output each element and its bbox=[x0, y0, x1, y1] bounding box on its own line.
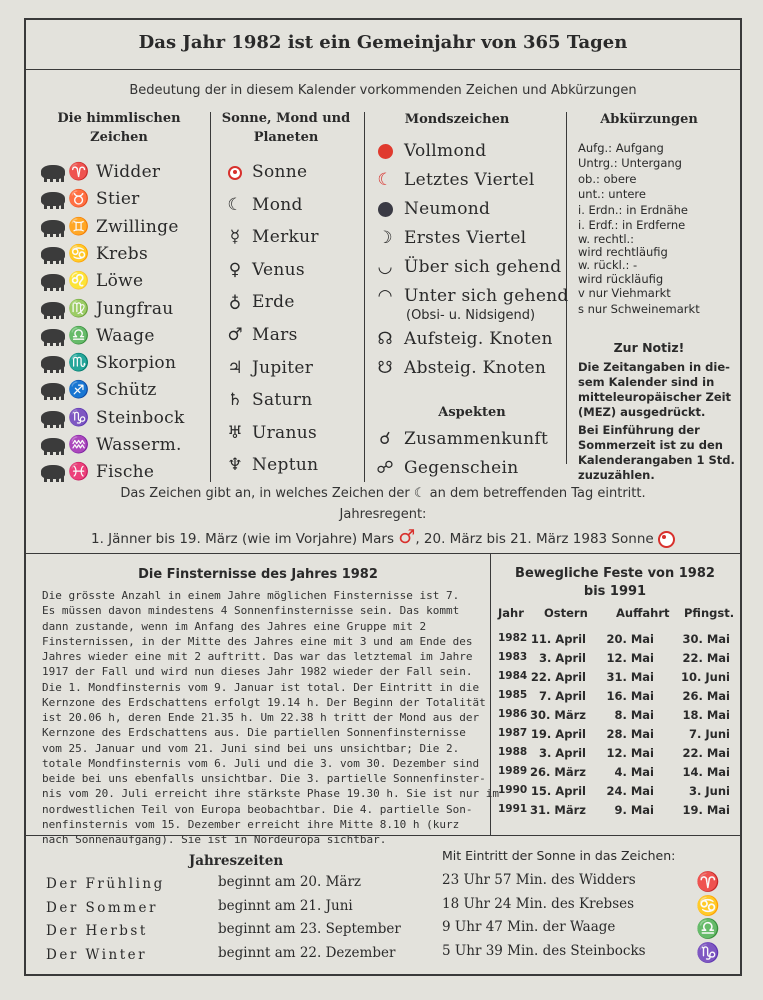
moon-sign-name: Erstes Viertel bbox=[404, 228, 527, 248]
moon-phase-icon bbox=[370, 199, 400, 219]
feasts-heading-line: bis 1991 bbox=[583, 584, 647, 599]
table-header-cell: Jahr bbox=[498, 606, 524, 620]
table-header-cell: Pfingst. bbox=[684, 606, 735, 620]
table-row bbox=[496, 708, 736, 727]
season-entry: 9 Uhr 47 Min. der Waage bbox=[442, 919, 616, 935]
abbreviation: wird rechtläufig bbox=[578, 245, 668, 260]
planet-icon: ♆ bbox=[227, 455, 243, 476]
moon-heading: Mondszeichen bbox=[404, 112, 510, 127]
eclipses-line: dann zustande, wenn im Anfang des Jahres eine Gruppe mit 2 bbox=[42, 619, 427, 633]
abbreviation: i. Erdf.: in Erdferne bbox=[578, 218, 686, 233]
zodiac-row bbox=[38, 323, 155, 349]
notice-text-1 bbox=[578, 360, 731, 420]
planet-name: Mond bbox=[252, 194, 303, 215]
eclipses-line: 1917 der Fall und wird nun dieses Jahr 1982 wieder der Fall sein. bbox=[42, 665, 473, 679]
table-cell: 12. Mai bbox=[606, 746, 654, 760]
notice-line: mitteleuropäischer Zeit bbox=[578, 390, 732, 404]
sign-note: Das Zeichen gibt an, in welches Zeichen der ☾ an dem betreffenden Tag eintritt. bbox=[120, 486, 646, 501]
zodiac-sign-icon: ♊ bbox=[68, 216, 90, 237]
eclipses-line: nenfinsternis vom 15. Dezember erreicht ihre Mitte 8.10 h (kurz bbox=[42, 817, 460, 831]
planet-row bbox=[222, 355, 313, 381]
season-begins: beginnt am 20. März bbox=[218, 874, 362, 890]
planet-icon: ♄ bbox=[227, 390, 243, 411]
season-entry: 23 Uhr 57 Min. des Widders bbox=[442, 872, 636, 888]
table-cell: 1983 bbox=[498, 651, 528, 663]
seasons-heading: Jahreszeiten bbox=[188, 853, 284, 869]
eclipses-line: Die grösste Anzahl in einem Jahre möglichen Finsternisse ist 7. bbox=[42, 589, 460, 602]
table-cell: 28. Mai bbox=[606, 727, 654, 741]
season-name: Der Sommer bbox=[46, 899, 158, 916]
zodiac-name: Krebs bbox=[96, 243, 148, 264]
planet-row bbox=[222, 257, 305, 283]
zodiac-name: Wasserm. bbox=[96, 435, 182, 455]
eclipses-line: nach Sonnenaufgang). Sie ist in Nordeuropa sichtbar. bbox=[42, 833, 387, 846]
feasts-heading-line: Bewegliche Feste von 1982 bbox=[515, 566, 715, 581]
notice-line: Bei Einführung der bbox=[578, 423, 700, 437]
notice-line: (MEZ) ausgedrückt. bbox=[578, 405, 706, 419]
zodiac-sign-icon: ♓ bbox=[68, 462, 90, 483]
table-cell: 1988 bbox=[498, 746, 528, 758]
mars-icon: ♂ bbox=[398, 526, 416, 548]
planet-icon: ♅ bbox=[227, 422, 243, 443]
planet-row bbox=[222, 192, 303, 218]
table-cell: 3. April bbox=[538, 651, 586, 665]
table-cell: 19. Mai bbox=[682, 803, 730, 817]
abbreviation: w. rechtl.: bbox=[578, 232, 635, 247]
table-cell: 1990 bbox=[498, 784, 528, 796]
table-cell: 9. Mai bbox=[614, 803, 654, 817]
zodiac-emblem-icon bbox=[38, 326, 68, 346]
table-cell: 14. Mai bbox=[682, 765, 730, 779]
planet-row bbox=[222, 387, 312, 413]
zodiac-sign-icon: ♎ bbox=[68, 325, 90, 346]
zodiac-row bbox=[38, 186, 140, 212]
title-rule bbox=[26, 69, 740, 70]
aspects-heading: Aspekten bbox=[438, 405, 506, 420]
zodiac-name: Zwillinge bbox=[96, 216, 179, 237]
season-entry: 5 Uhr 39 Min. des Steinbocks bbox=[442, 942, 646, 959]
planets-heading: Sonne, Mond und Planeten bbox=[221, 111, 351, 145]
table-row bbox=[496, 651, 736, 670]
table-cell: 1984 bbox=[498, 670, 528, 682]
zodiac-name: Schütz bbox=[96, 380, 157, 401]
aspect-icon: ☌ bbox=[379, 429, 391, 449]
feasts-heading bbox=[490, 565, 740, 601]
moon-phase-icon: ◡ bbox=[377, 257, 393, 277]
zodiac-emblem-icon bbox=[38, 244, 68, 264]
planet-icon: ♃ bbox=[227, 357, 243, 378]
table-cell: 12. Mai bbox=[606, 651, 654, 665]
zodiac-emblem-icon bbox=[38, 408, 68, 428]
zodiac-sign-icon: ♏ bbox=[68, 353, 90, 374]
eclipses-line: Finsternissen, in der Mitte des Jahres eine mit 3 und am Ende des bbox=[42, 634, 473, 648]
table-row bbox=[496, 689, 736, 708]
zodiac-sign-icon: ♈ bbox=[68, 162, 90, 182]
eclipses-line: nis vom 20. Juli erreicht ihre stärkste Phase 19.30 h. Sie ist nur im bbox=[42, 787, 499, 801]
moon-sign-row bbox=[370, 225, 526, 251]
planet-name: Mars bbox=[252, 325, 298, 345]
table-cell: 22. Mai bbox=[682, 746, 730, 760]
zodiac-sign-icon: ♎ bbox=[696, 918, 720, 940]
column-divider bbox=[210, 112, 211, 482]
notice-line: Sommerzeit ist zu den bbox=[578, 438, 723, 452]
table-cell: 31. Mai bbox=[606, 670, 654, 684]
table-row bbox=[496, 746, 736, 765]
moon-sign-row bbox=[370, 326, 553, 352]
new-moon-icon bbox=[378, 202, 393, 217]
zodiac-row bbox=[38, 405, 185, 431]
planet-row bbox=[222, 289, 295, 315]
zodiac-emblem-icon bbox=[38, 299, 68, 319]
planet-name: Jupiter bbox=[252, 357, 314, 378]
aspect-icon: ☍ bbox=[376, 458, 394, 478]
zodiac-sign-icon: ♈ bbox=[696, 871, 720, 893]
abbr-heading: Abkürzungen bbox=[600, 112, 698, 127]
table-cell: 15. April bbox=[530, 784, 586, 798]
eclipses-line: ist 20.06 h, deren Ende 21.35 h. Um 22.38 h tritt der Mond aus der bbox=[42, 711, 480, 724]
moon-sign-row bbox=[370, 283, 569, 309]
notice-line: sem Kalender sind in bbox=[578, 375, 715, 389]
season-begins: beginnt am 21. Juni bbox=[218, 897, 353, 914]
season-begins: beginnt am 23. September bbox=[218, 921, 401, 937]
planet-row bbox=[222, 224, 319, 250]
table-cell: 3. Juni bbox=[689, 784, 730, 798]
zodiac-heading: Die himmlischen Zeichen bbox=[57, 111, 181, 145]
moon-sign-name: Absteig. Knoten bbox=[404, 358, 547, 378]
table-cell: 16. Mai bbox=[606, 689, 654, 703]
planet-icon: ♁ bbox=[228, 292, 242, 313]
table-cell: 10. Juni bbox=[681, 670, 730, 684]
planet-name: Neptun bbox=[252, 455, 319, 476]
zodiac-name: Jungfrau bbox=[96, 298, 174, 319]
zodiac-sign-icon: ♌ bbox=[68, 271, 90, 292]
aspect-name: Gegenschein bbox=[404, 458, 519, 478]
zodiac-row bbox=[38, 350, 176, 376]
table-cell: 30. Mai bbox=[682, 632, 730, 646]
table-cell: 26. Mai bbox=[682, 689, 730, 703]
zodiac-row bbox=[38, 296, 174, 322]
notice-text-2 bbox=[578, 423, 735, 483]
abbreviation: Aufg.: Aufgang bbox=[578, 141, 664, 155]
moon-sign-name: Aufsteig. Knoten bbox=[404, 329, 553, 349]
abbreviation: ob.: obere bbox=[578, 171, 637, 186]
table-row bbox=[496, 632, 736, 651]
zodiac-row bbox=[38, 432, 182, 458]
table-row bbox=[496, 727, 736, 746]
regent-text: , 20. März bis 21. März 1983 Sonne bbox=[415, 531, 654, 547]
table-cell: 1982 bbox=[498, 632, 528, 644]
obsi-note: (Obsi- u. Nidsigend) bbox=[406, 308, 536, 323]
sun-icon bbox=[658, 531, 675, 548]
legend-caption: Bedeutung der in diesem Kalender vorkommenden Zeichen und Abkürzungen bbox=[129, 83, 637, 98]
table-cell: 26. März bbox=[530, 765, 586, 779]
abbreviation: w. rückl.: - bbox=[578, 258, 638, 273]
table-cell: 22. April bbox=[530, 670, 586, 684]
moon-sign-name: Neumond bbox=[404, 199, 491, 219]
abbreviation: wird rückläufig bbox=[578, 272, 664, 287]
zodiac-emblem-icon bbox=[38, 380, 68, 400]
zodiac-name: Löwe bbox=[96, 271, 144, 292]
eclipses-line: vom 25. Januar und vom 21. Juni sind bei uns unsichtbar; Die 2. bbox=[42, 741, 460, 755]
planet-icon: ☿ bbox=[229, 227, 241, 248]
planet-name: Sonne bbox=[252, 162, 308, 182]
abbreviation: unt.: untere bbox=[578, 187, 646, 202]
section-rule bbox=[26, 553, 740, 554]
notice-line: zuzuzählen. bbox=[578, 468, 655, 482]
zodiac-name: Waage bbox=[96, 325, 155, 346]
table-cell: 24. Mai bbox=[606, 784, 654, 798]
sun-icon bbox=[222, 162, 248, 182]
page-title: Das Jahr 1982 ist ein Gemeinjahr von 365 Tagen bbox=[138, 32, 628, 53]
abbreviation: Untrg.: Untergang bbox=[578, 156, 682, 171]
table-cell: 18. Mai bbox=[682, 708, 730, 722]
moon-phase-icon: ☽ bbox=[377, 228, 393, 248]
zodiac-sign-icon: ♋ bbox=[68, 243, 90, 264]
zodiac-name: Fische bbox=[96, 462, 155, 483]
zodiac-row bbox=[38, 241, 148, 267]
moon-phase-icon: ☊ bbox=[377, 329, 393, 349]
planet-icon: ♂ bbox=[227, 325, 243, 345]
moon-phase-icon: ☋ bbox=[377, 358, 393, 378]
season-begins: beginnt am 22. Dezember bbox=[218, 944, 396, 961]
table-cell: 4. Mai bbox=[614, 765, 654, 779]
zodiac-row bbox=[38, 377, 157, 403]
season-entry: 18 Uhr 24 Min. des Krebses bbox=[442, 895, 635, 912]
planet-name: Uranus bbox=[252, 422, 318, 443]
notice-line: Die Zeitangaben in die- bbox=[578, 360, 730, 374]
column-divider bbox=[364, 112, 365, 482]
zodiac-emblem-icon bbox=[38, 162, 68, 182]
aspect-name: Zusammenkunft bbox=[404, 429, 549, 449]
zodiac-name: Steinbock bbox=[96, 407, 185, 428]
zodiac-emblem-icon bbox=[38, 435, 68, 455]
season-name: Der Herbst bbox=[46, 923, 148, 939]
table-row bbox=[496, 803, 736, 822]
eclipses-line: Kernzone des Erdschattens erfolgt 19.14 h. Der Beginn der Totalität bbox=[42, 695, 486, 709]
table-cell: 1991 bbox=[498, 803, 528, 815]
table-cell: 19. April bbox=[530, 727, 586, 741]
calendar-frame bbox=[24, 18, 742, 976]
eclipses-text bbox=[42, 588, 499, 847]
zodiac-emblem-icon bbox=[38, 353, 68, 373]
regent-heading: Jahresregent: bbox=[339, 507, 427, 522]
zodiac-row bbox=[38, 459, 154, 485]
notice-heading: Zur Notiz! bbox=[613, 340, 685, 355]
moon-phase-icon bbox=[370, 141, 400, 161]
table-cell: 1987 bbox=[498, 727, 528, 739]
eclipses-line: beide bei uns ebenfalls unsichtbar. Die 3. partielle Sonnenfinster- bbox=[42, 772, 486, 785]
abbreviation-list bbox=[578, 141, 700, 317]
planet-icon: ☾ bbox=[227, 194, 243, 215]
table-cell: 1986 bbox=[498, 708, 528, 720]
zodiac-name: Stier bbox=[96, 189, 140, 210]
zodiac-sign-icon: ♒ bbox=[68, 435, 90, 455]
moon-sign-row bbox=[370, 254, 561, 280]
aspect-row bbox=[370, 455, 518, 481]
zodiac-row bbox=[38, 214, 179, 240]
moon-sign-name: Vollmond bbox=[404, 141, 487, 161]
table-cell: 30. März bbox=[530, 708, 586, 722]
zodiac-sign-icon: ♑ bbox=[68, 407, 90, 428]
planet-row bbox=[222, 159, 307, 185]
table-cell: 22. Mai bbox=[682, 651, 730, 665]
eclipses-heading: Die Finsternisse des Jahres 1982 bbox=[138, 567, 378, 582]
table-cell: 8. Mai bbox=[614, 708, 654, 722]
planet-icon: ♀ bbox=[228, 259, 242, 280]
eclipses-line: Jahres wieder eine mit 2 auftritt. Das war das letztemal im Jahre bbox=[42, 650, 473, 663]
zodiac-sign-icon: ♐ bbox=[68, 380, 90, 401]
aspect-row bbox=[370, 426, 548, 452]
table-cell: 3. April bbox=[538, 746, 586, 760]
sun-symbol bbox=[228, 166, 242, 180]
zodiac-emblem-icon bbox=[38, 217, 68, 237]
planet-name: Saturn bbox=[252, 390, 313, 411]
planet-name: Venus bbox=[252, 259, 305, 280]
moon-sign-row bbox=[370, 355, 546, 381]
regent-line bbox=[26, 526, 740, 548]
zodiac-sign-icon: ♍ bbox=[68, 298, 90, 319]
moon-sign-name: Unter sich gehend bbox=[404, 286, 569, 306]
table-row bbox=[496, 784, 736, 803]
season-name: Der Frühling bbox=[46, 876, 165, 892]
planet-row bbox=[222, 452, 318, 478]
seasons-right-heading: Mit Eintritt der Sonne in das Zeichen: bbox=[442, 848, 676, 863]
moon-sign-row bbox=[370, 138, 486, 164]
table-row bbox=[496, 670, 736, 689]
table-header-cell: Ostern bbox=[544, 606, 588, 620]
season-name: Der Winter bbox=[46, 946, 148, 963]
moon-sign-row bbox=[370, 167, 535, 193]
abbreviation: v nur Viehmarkt bbox=[578, 286, 671, 301]
moon-sign-name: Letztes Viertel bbox=[404, 170, 535, 190]
zodiac-row bbox=[38, 268, 143, 294]
eclipses-line: totale Mondfinsternis vom 6. Juli und die 3. vom 30. Dezember sind bbox=[42, 756, 480, 770]
section-rule bbox=[26, 835, 740, 836]
zodiac-sign-icon: ♉ bbox=[68, 189, 90, 210]
abbreviation: i. Erdn.: in Erdnähe bbox=[578, 202, 689, 217]
planet-row bbox=[222, 420, 317, 446]
planet-row bbox=[222, 322, 298, 348]
eclipses-line: nordwestlichen Teil von Europa beobachtbar. Die 4. partielle Son- bbox=[42, 802, 473, 816]
moon-phase-icon: ◠ bbox=[377, 286, 393, 306]
zodiac-name: Skorpion bbox=[96, 353, 177, 374]
table-cell: 7. Juni bbox=[689, 727, 730, 741]
eclipses-line: Die 1. Mondfinsternis vom 9. Januar ist total. Der Eintritt in die bbox=[42, 680, 480, 694]
table-cell: 20. Mai bbox=[606, 632, 654, 646]
zodiac-emblem-icon bbox=[38, 189, 68, 209]
zodiac-emblem-icon bbox=[38, 271, 68, 291]
moon-sign-row bbox=[370, 196, 490, 222]
notice-line: Kalenderangaben 1 Std. bbox=[578, 453, 735, 467]
abbreviation: s nur Schweinemarkt bbox=[578, 301, 700, 316]
table-cell: 7. April bbox=[538, 689, 586, 703]
table-cell: 11. April bbox=[530, 632, 586, 646]
table-row bbox=[496, 765, 736, 784]
zodiac-row bbox=[38, 159, 160, 185]
table-cell: 1985 bbox=[498, 689, 528, 701]
zodiac-name: Widder bbox=[96, 162, 161, 182]
zodiac-emblem-icon bbox=[38, 462, 68, 482]
table-header-cell: Auffahrt bbox=[616, 606, 670, 620]
table-cell: 1989 bbox=[498, 765, 528, 777]
zodiac-sign-icon: ♑ bbox=[696, 941, 720, 964]
planet-name: Erde bbox=[252, 292, 295, 313]
planet-name: Merkur bbox=[252, 227, 319, 248]
eclipses-line: Es müssen davon mindestens 4 Sonnenfinsternisse sein. Das kommt bbox=[42, 604, 460, 618]
moon-phase-icon: ☾ bbox=[377, 170, 393, 190]
regent-text: 1. Jänner bis 19. März (wie im Vorjahre) Mars bbox=[91, 531, 394, 547]
eclipses-line: Kernzone des Erdschattens aus. Die partiellen Sonnenfinsternisse bbox=[42, 726, 466, 740]
full-moon-icon bbox=[378, 144, 393, 159]
zodiac-sign-icon: ♋ bbox=[696, 894, 720, 917]
moon-sign-name: Über sich gehend bbox=[404, 257, 562, 277]
table-header bbox=[496, 606, 736, 625]
table-cell: 31. März bbox=[530, 803, 586, 817]
